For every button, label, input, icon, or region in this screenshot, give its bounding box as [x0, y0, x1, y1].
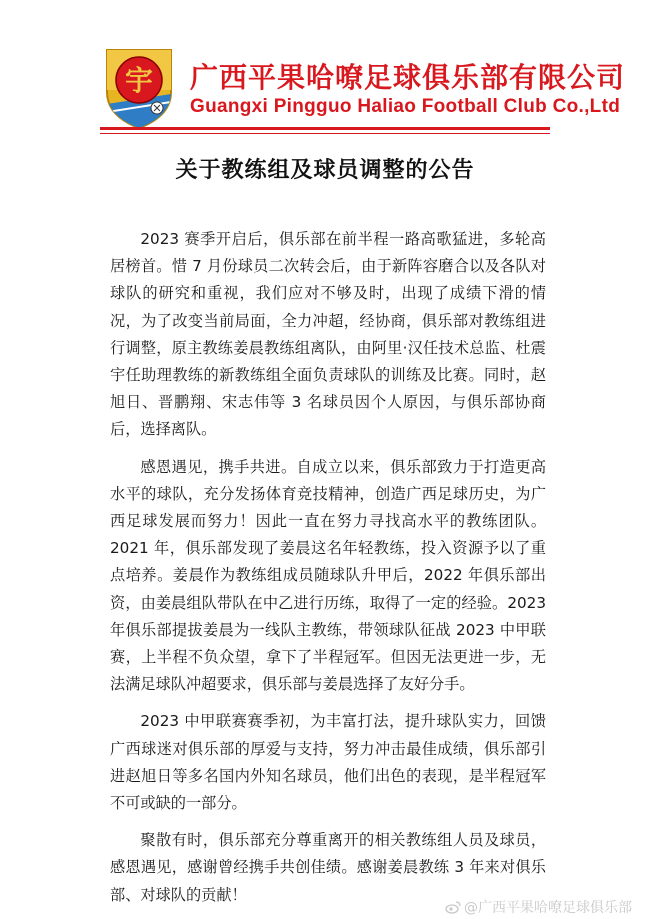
club-name-en: Guangxi Pingguo Haliao Football Club Co.,Ltd — [190, 96, 621, 117]
announcement-body — [110, 226, 546, 919]
club-name-cn: 广西平果哈嘹足球俱乐部有限公司 — [190, 61, 626, 94]
letterhead — [0, 0, 650, 140]
header-divider-thin — [100, 133, 550, 134]
club-logo-icon — [103, 42, 175, 132]
paragraph: 感恩遇见，携手共进。自成立以来，俱乐部致力于打造更高水平的球队，充分发扬体育竞技精神，创造广西足球历史，为广西足球发展而努力！因此一直在努力寻找高水平的教练团队。2021 年，俱乐部发现了姜晨这名年轻教练，投入资源予以了重点培养。姜晨作为教练组成员随球队升甲后，2022 年俱乐部出资，由姜晨组队带队在中乙进行历练，取得了一定的经验。2023 年俱乐部提拔姜晨为一线队主教练，带领球队征战 2023 中甲联赛，上半程不负众望，拿下了半程冠军。但因无法更进一步，无法满足球队冲超要求，俱乐部与姜晨选择了友好分手。 — [110, 457, 546, 694]
weibo-logo-icon — [445, 900, 461, 914]
header-divider-thick — [100, 127, 550, 130]
announcement-title: 关于教练组及球员调整的公告 — [175, 158, 475, 183]
watermark-text: @广西平果哈嘹足球俱乐部 — [464, 900, 632, 916]
paragraph: 聚散有时，俱乐部充分尊重离开的相关教练组人员及球员，感恩遇见，感谢曾经携手共创佳绩。感谢姜晨教练 3 年来对俱乐部、对球队的贡献！ — [110, 831, 546, 904]
svg-text:宇: 宇 — [124, 64, 154, 97]
paragraph: 2023 中甲联赛赛季初，为丰富打法，提升球队实力，回馈广西球迷对俱乐部的厚爱与支持，努力冲击最佳成绩，俱乐部引进赵旭日等多名国内外知名球员，他们出色的表现，是半程冠军不可或缺的一部分。 — [110, 712, 546, 813]
paragraph: 2023 赛季开启后，俱乐部在前半程一路高歌猛进，多轮高居榜首。惜 7 月份球员二次转会后，由于新阵容磨合以及各队对球队的研究和重视，我们应对不够及时，出现了成绩下滑的情况，为了改变当前局面，全力冲超，经协商，俱乐部对教练组进行调整，原主教练姜晨教练组离队，由阿里·汉任技术总监、杜震宇任助理教练的新教练组全面负责球队的训练及比赛。同时，赵旭日、晋鹏翔、宋志伟等 3 名球员因个人原因，与俱乐部协商后，选择离队。 — [110, 230, 546, 439]
weibo-watermark — [445, 897, 632, 917]
